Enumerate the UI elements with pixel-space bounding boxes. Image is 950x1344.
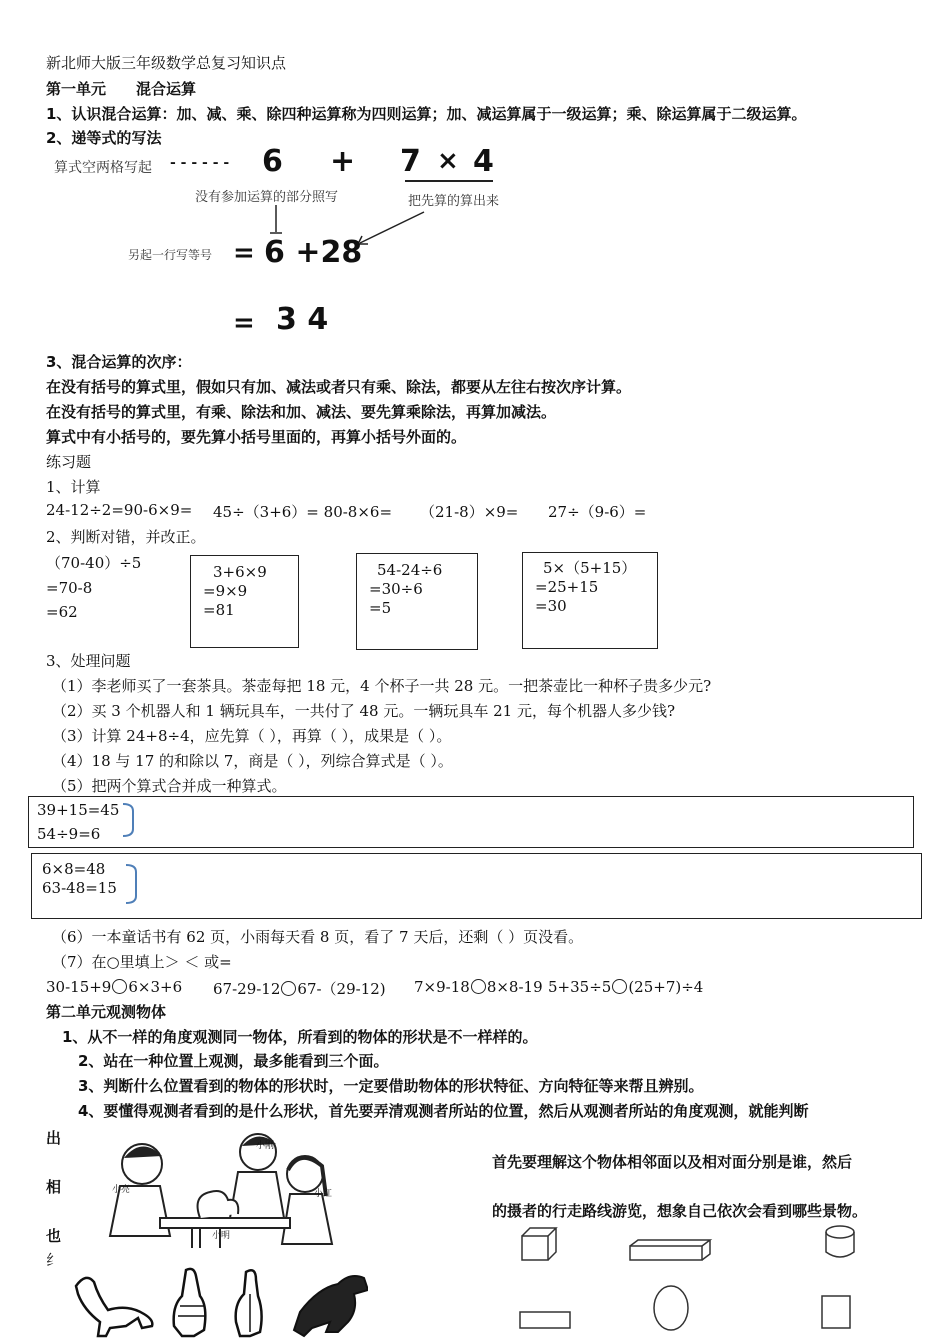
compare-2-left: 67-29-12 xyxy=(213,980,281,998)
q3-problem-1: （1）李老师买了一套茶具。茶壶每把 18 元，4 个杯子一共 28 元。一把茶壶比一种杯子贵多少元? xyxy=(52,677,712,695)
q2-d-line-2: =25+15 xyxy=(535,578,599,596)
cylinder-shape xyxy=(826,1226,854,1257)
q1-item-4: 27÷（9-6）= xyxy=(548,503,647,521)
unit1-point3: 3、混合运算的次序： xyxy=(46,353,192,371)
compare-circle[interactable] xyxy=(281,981,296,996)
equals-sign-2: = xyxy=(233,308,255,338)
q2-d-line-1: 5×（5+15） xyxy=(543,559,637,577)
combine-box-2 xyxy=(31,853,922,919)
compare-item-1 xyxy=(46,978,182,996)
dinosaur-dark-view xyxy=(294,1276,368,1336)
compare-3-right: 8×8-19 xyxy=(486,978,543,996)
cuboid-shape xyxy=(630,1240,710,1260)
dinosaur-views xyxy=(68,1266,368,1338)
q2-c-line-3: =5 xyxy=(369,599,392,617)
compare-4-right: (25+7)÷4 xyxy=(628,978,704,996)
note-copy-unchanged: 没有参加运算的部分照写 xyxy=(195,190,339,205)
q2-box-c xyxy=(356,553,478,650)
q2-b-line-2: =9×9 xyxy=(203,582,248,600)
times-sign: × xyxy=(437,146,459,176)
order-rule-2: 在没有括号的算式里，有乘、除法和加、减法、要先算乘除法，再算加减法。 xyxy=(46,403,557,421)
equals-sign-1: = xyxy=(233,238,255,268)
solid-shapes-row xyxy=(514,1222,864,1272)
result-line-1: 6 +28 xyxy=(264,235,363,270)
fragment-b: 相 xyxy=(46,1178,62,1196)
q3-problem-5: （5）把两个算式合并成一种算式。 xyxy=(52,777,287,795)
number-6: 6 xyxy=(262,144,283,179)
q3-problem-2: （2）买 3 个机器人和 1 辆玩具车，一共付了 48 元。一辆玩具车 21 元，每个机器人多少钱? xyxy=(52,702,675,720)
q3-title: 3、处理问题 xyxy=(46,652,131,670)
unit2-point2: 2、站在一种位置上观测，最多能看到三个面。 xyxy=(78,1052,389,1070)
child-label-xiaoliang: 小亮 xyxy=(112,1185,131,1195)
plus-sign: + xyxy=(330,144,356,179)
bracket-1 xyxy=(121,803,135,837)
compare-1-left: 30-15+9 xyxy=(46,978,112,996)
dinosaur-back-view xyxy=(236,1270,262,1336)
note-compute-first: 把先算的算出来 xyxy=(408,194,500,209)
order-rule-3: 算式中有小括号的，要先算小括号里面的，再算小括号外面的。 xyxy=(46,428,467,446)
fragment-d: 纟 xyxy=(46,1251,62,1269)
exercise-title: 练习题 xyxy=(46,453,92,471)
unit1-heading: 第一单元 混合运算 xyxy=(46,80,197,98)
combine-box-1 xyxy=(28,796,914,848)
dashes: - - - - - - xyxy=(170,155,230,171)
unit2-point3: 3、判断什么位置看到的物体的形状时，一定要借助物体的形状特征、方向特征等来帮且辨别。 xyxy=(78,1077,704,1095)
q3-problem-7: （7）在○里填上＞ ＜ 或= xyxy=(52,953,232,971)
q1-item-1: 24-12÷2=90-6×9= xyxy=(46,501,193,519)
combine-1-line-1: 39+15=45 xyxy=(37,801,120,819)
result-line-2: 3 4 xyxy=(276,302,329,337)
q2-b-line-3: =81 xyxy=(203,601,235,619)
q3-problem-4: （4）18 与 17 的和除以 7，商是（ ），列综合算式是（ ）。 xyxy=(52,752,453,770)
q2-a-line-1: （70-40）÷5 xyxy=(46,554,142,572)
compare-item-2 xyxy=(213,978,386,999)
combine-2-line-1: 6×8=48 xyxy=(42,860,106,878)
unit1-point1: 1、认识混合运算：加、减、乘、除四种运算称为四则运算；加、减运算属于一级运算；乘、除运算属于二级运算。 xyxy=(46,105,807,123)
q2-box-b xyxy=(190,555,299,648)
number-7: 7 xyxy=(400,144,421,179)
number-4: 4 xyxy=(473,144,494,179)
child-label-xiaohong: 小红 xyxy=(314,1189,333,1199)
compare-circle[interactable] xyxy=(471,979,486,994)
compare-4-left: 5+35÷5 xyxy=(548,978,612,996)
q2-title: 2、判断对错，并改正。 xyxy=(46,528,206,546)
oval-shape xyxy=(654,1286,688,1330)
compare-2-right: 67-（29-12) xyxy=(297,980,386,998)
dinosaur-front-view xyxy=(174,1269,206,1336)
note-start-position: 算式空两格写起 xyxy=(54,160,152,176)
diagram-arrows xyxy=(0,0,950,360)
dinosaur-side-view xyxy=(76,1278,152,1336)
compare-3-left: 7×9-18 xyxy=(414,978,470,996)
order-rule-1: 在没有括号的算式里，假如只有加、减法或者只有乘、除法，都要从左往右按次序计算。 xyxy=(46,378,632,396)
q2-c-line-2: =30÷6 xyxy=(369,580,423,598)
q2-c-line-1: 54-24÷6 xyxy=(377,561,443,579)
q2-a-line-3: =62 xyxy=(46,603,78,621)
q2-item-a xyxy=(46,551,141,625)
compare-item-4 xyxy=(548,978,703,996)
fragment-c: 也 xyxy=(46,1227,62,1245)
unit2-heading: 第二单元观测物体 xyxy=(46,1003,167,1021)
q1-item-3: （21-8）×9= xyxy=(420,503,519,521)
child-label-xiaoming: 小明 xyxy=(212,1231,231,1241)
q1-title: 1、计算 xyxy=(46,478,101,496)
q2-d-line-3: =30 xyxy=(535,597,567,615)
fragment-right-1: 首先要理解这个物体相邻面以及相对面分别是谁，然后 xyxy=(492,1153,853,1171)
q3-problem-6: （6）一本童话书有 62 页，小雨每天看 8 页，看了 7 天后，还剩（ ）页没看。 xyxy=(52,928,584,946)
q1-item-2: 45÷（3+6）= 80-8×6= xyxy=(213,503,393,521)
unit2-point4: 4、要懂得观测者看到的是什么形状，首先要弄清观测者所站的位置，然后从观测者所站的角度观测，就能判断 xyxy=(78,1102,809,1120)
cube-shape xyxy=(522,1228,556,1260)
compare-circle[interactable] xyxy=(612,979,627,994)
note-new-line: 另起一行写等号 xyxy=(128,248,213,262)
q3-problem-3: （3）计算 24+8÷4，应先算（ ），再算（ ），成果是（ ）。 xyxy=(52,727,452,745)
compare-item-3 xyxy=(414,978,543,996)
q2-box-d xyxy=(522,552,658,649)
bracket-2 xyxy=(124,864,138,904)
q2-b-line-1: 3+6×9 xyxy=(213,563,267,581)
rectangle-shape xyxy=(520,1312,570,1328)
child-label-xiaogang: 小刚 xyxy=(256,1141,275,1151)
unit2-point1: 1、从不一样的角度观测同一物体，所看到的物体的形状是不一样样的。 xyxy=(62,1028,538,1046)
unit1-point2: 2、递等式的写法 xyxy=(46,129,162,147)
q2-a-line-2: =70-8 xyxy=(46,578,93,597)
plane-shapes-row xyxy=(514,1282,864,1342)
square-shape xyxy=(822,1296,850,1328)
compare-circle[interactable] xyxy=(112,979,127,994)
fragment-a: 出 xyxy=(46,1129,62,1147)
fragment-right-2: 的摄者的行走路线游览，想象自己依次会看到哪些景物。 xyxy=(492,1202,868,1220)
compare-1-right: 6×3+6 xyxy=(128,978,183,996)
combine-2-line-2: 63-48=15 xyxy=(42,879,117,897)
document-title: 新北师大版三年级数学总复习知识点 xyxy=(46,54,287,72)
combine-1-line-2: 54÷9=6 xyxy=(37,825,101,843)
